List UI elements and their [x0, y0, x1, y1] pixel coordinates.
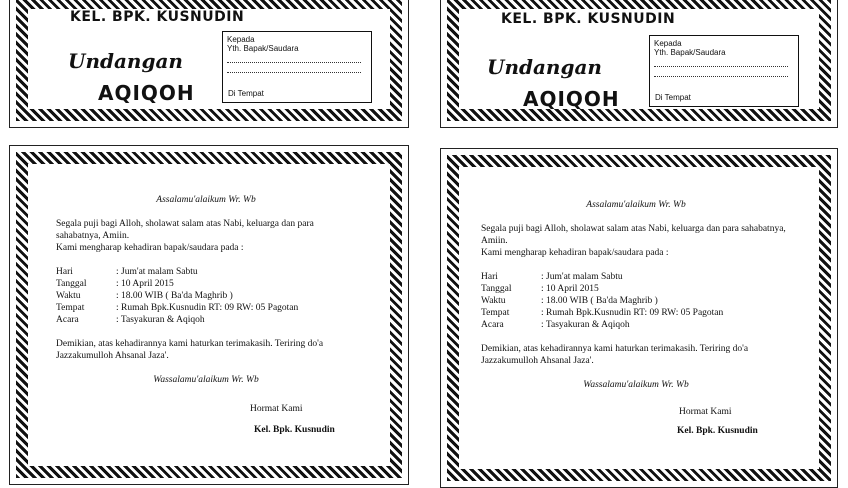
undangan-title: Undangan	[68, 49, 183, 73]
family-name: KEL. BPK. KUSNUDIN	[501, 11, 676, 27]
invitation-card-left	[9, 145, 409, 485]
yth-label: Yth. Bapak/Saudara	[654, 48, 726, 57]
opening-paragraph: Segala puji bagi Alloh, sholawat salam atas Nabi, keluarga dan para sahabatnya, Amiin.	[481, 224, 786, 246]
cover-card-left	[9, 0, 409, 128]
detail-row: Hari : Jum'at malam Sabtu	[481, 272, 623, 282]
address-line	[654, 67, 788, 77]
greeting: Assalamu'alaikum Wr. Wb	[156, 195, 256, 205]
detail-row: Tempat : Rumah Bpk.Kusnudin RT: 09 RW: 05 Pagotan	[481, 308, 724, 318]
yth-label: Yth. Bapak/Saudara	[227, 44, 299, 53]
address-line	[227, 63, 361, 73]
aqiqoh-title: AQIQOH	[523, 87, 620, 111]
address-line	[654, 57, 788, 67]
detail-row: Hari : Jum'at malam Sabtu	[56, 267, 198, 277]
closing-paragraph: Demikian, atas kehadirannya kami haturkan terimakasih. Teriring do'a Jazzakumulloh Ahsanal Jaza'.	[56, 339, 324, 361]
invitation-card-right	[440, 148, 838, 488]
detail-row: Tanggal : 10 April 2015	[56, 279, 174, 289]
closing-paragraph: Demikian, atas kehadirannya kami haturkan terimakasih. Teriring do'a Jazzakumulloh Ahsanal Jaza'.	[481, 344, 749, 366]
farewell: Wassalamu'alaikum Wr. Wb	[153, 375, 259, 385]
di-tempat-label: Di Tempat	[655, 93, 691, 102]
detail-row: Waktu : 18.00 WIB ( Ba'da Maghrib )	[56, 291, 233, 301]
kepada-label: Kepada	[227, 35, 255, 44]
undangan-title: Undangan	[487, 55, 602, 79]
kepada-label: Kepada	[654, 39, 682, 48]
detail-row: Waktu : 18.00 WIB ( Ba'da Maghrib )	[481, 296, 658, 306]
signature: Kel. Bpk. Kusnudin	[254, 425, 335, 435]
invitation-body	[56, 194, 356, 386]
invitation-body	[481, 199, 791, 391]
family-name: KEL. BPK. KUSNUDIN	[70, 9, 245, 25]
hormat-kami: Hormat Kami	[679, 407, 732, 417]
di-tempat-label: Di Tempat	[228, 89, 264, 98]
hormat-kami: Hormat Kami	[250, 404, 303, 414]
farewell: Wassalamu'alaikum Wr. Wb	[583, 380, 689, 390]
address-box	[222, 31, 372, 103]
greeting: Assalamu'alaikum Wr. Wb	[586, 200, 686, 210]
address-box	[649, 35, 799, 107]
request-paragraph: Kami mengharap kehadiran bapak/saudara pada :	[481, 248, 669, 258]
detail-row: Acara : Tasyakuran & Aqiqoh	[481, 320, 630, 330]
detail-row: Acara : Tasyakuran & Aqiqoh	[56, 315, 205, 325]
cover-card-right	[440, 0, 838, 128]
request-paragraph: Kami mengharap kehadiran bapak/saudara pada :	[56, 243, 244, 253]
address-line	[227, 53, 361, 63]
opening-paragraph: Segala puji bagi Alloh, sholawat salam atas Nabi, keluarga dan para sahabatnya, Amiin.	[56, 219, 314, 241]
aqiqoh-title: AQIQOH	[98, 81, 195, 105]
detail-row: Tanggal : 10 April 2015	[481, 284, 599, 294]
signature: Kel. Bpk. Kusnudin	[677, 426, 758, 436]
detail-row: Tempat : Rumah Bpk.Kusnudin RT: 09 RW: 05 Pagotan	[56, 303, 299, 313]
